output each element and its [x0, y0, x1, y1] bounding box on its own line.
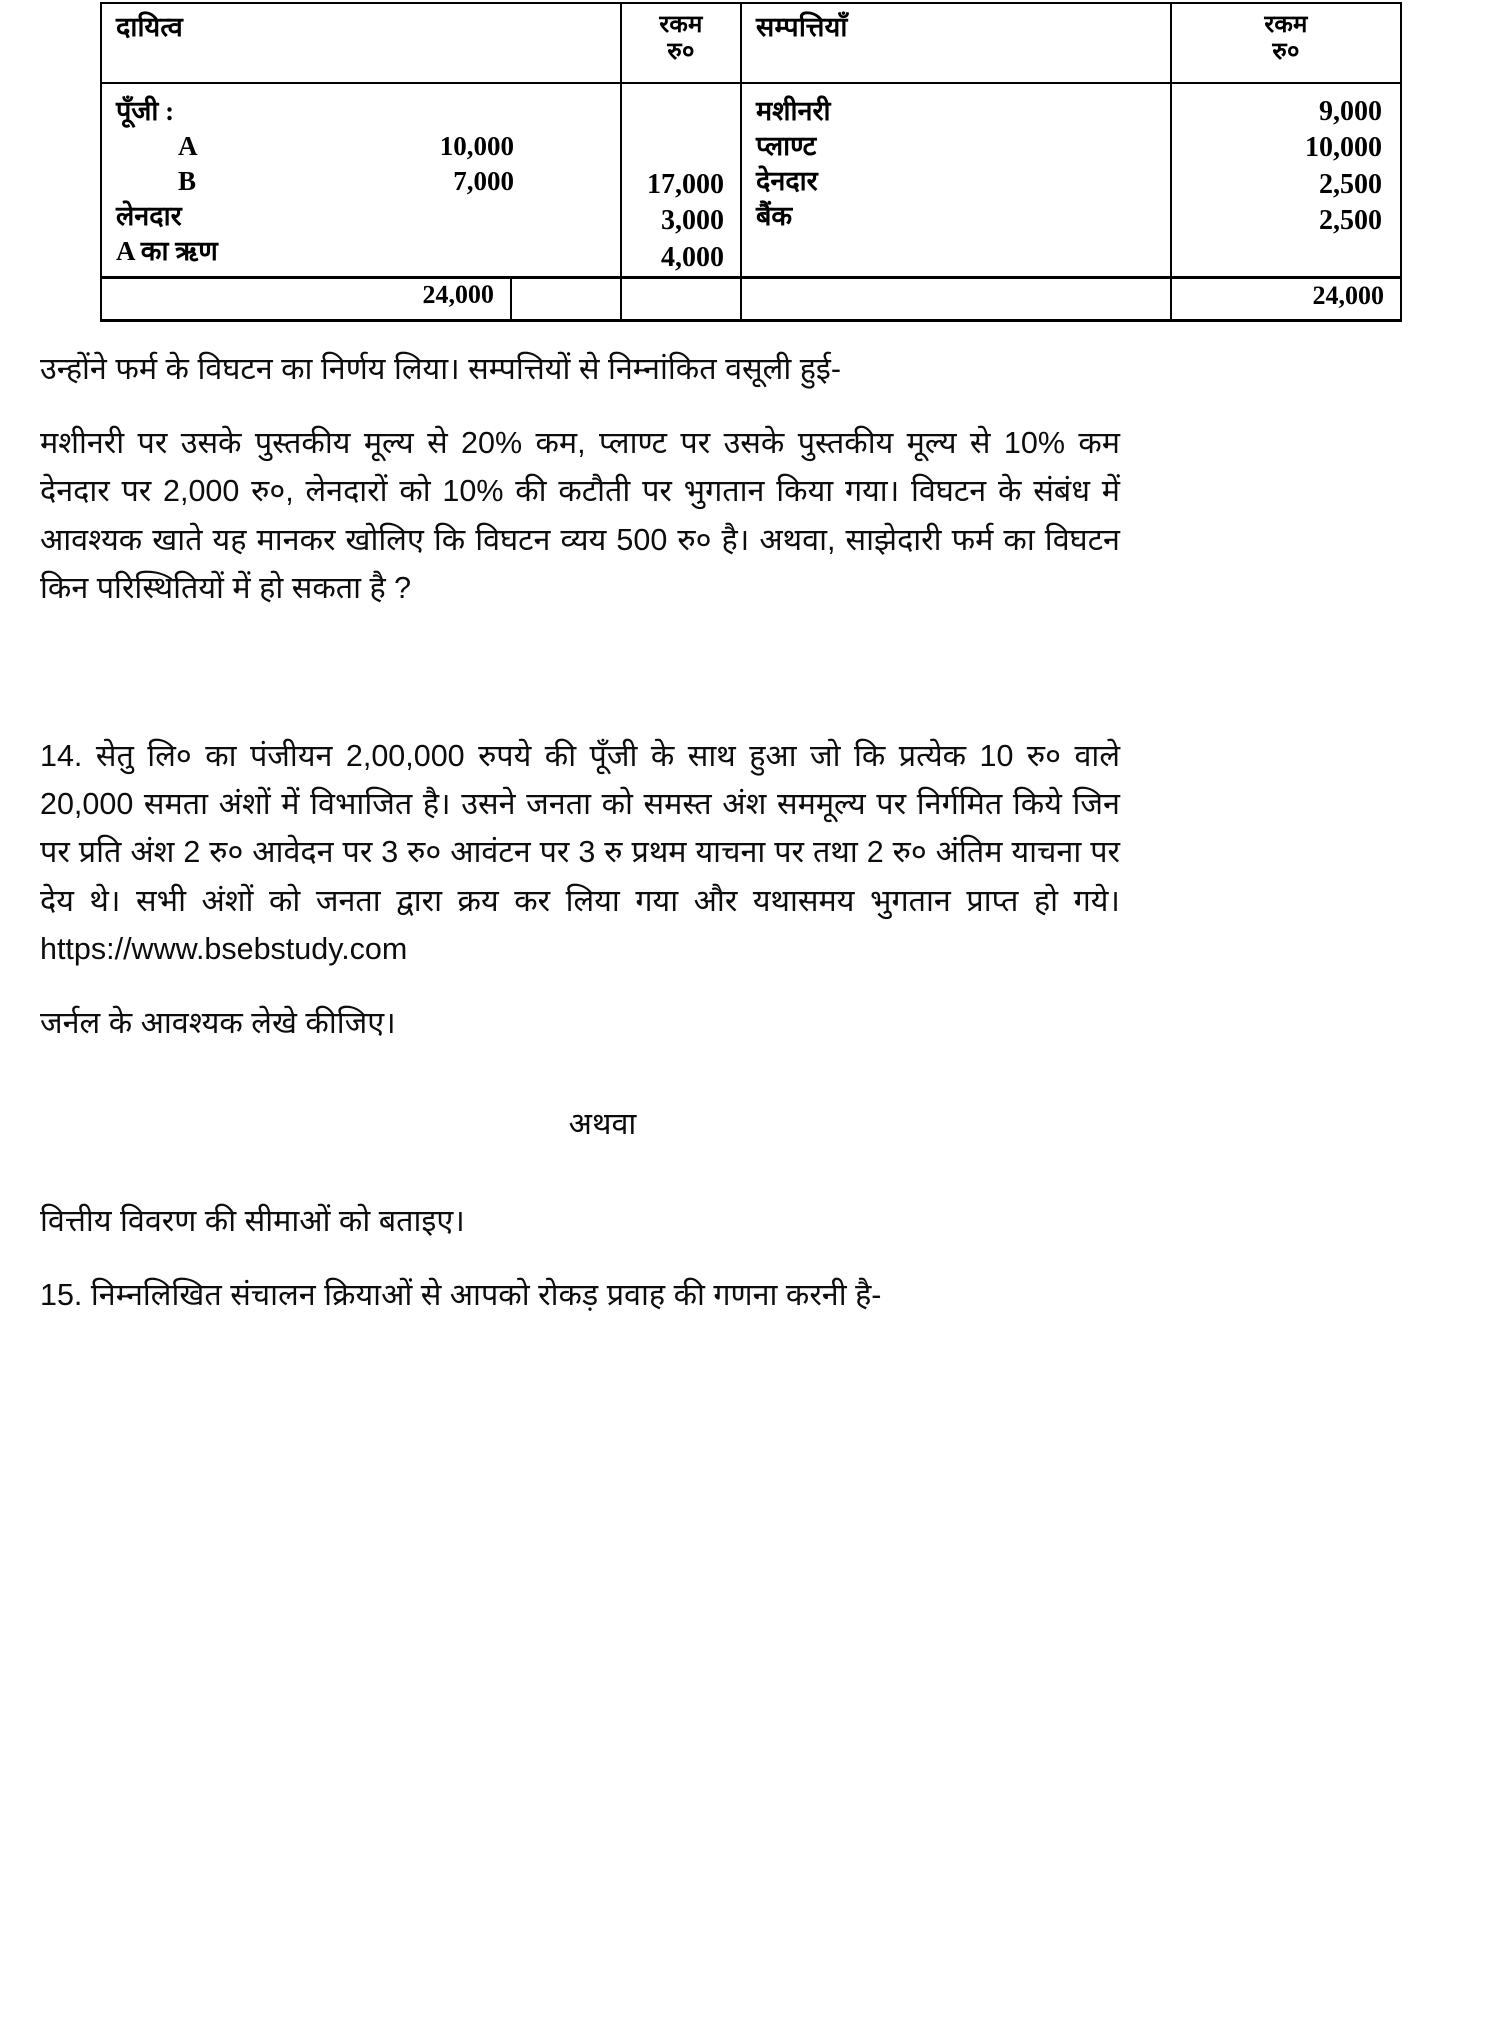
- liability-label-a-loan: A का ऋण: [116, 236, 218, 267]
- liabilities-amount-cell: [621, 83, 741, 277]
- total-assets-value: 24,000: [1312, 280, 1385, 310]
- question-14-alternative: वित्तीय विवरण की सीमाओं को बताइए।: [40, 1204, 465, 1239]
- spacer-6: [40, 1245, 1465, 1271]
- capital-label: पूँजी :: [116, 96, 175, 126]
- asset-label-machinery: मशीनरी: [756, 96, 831, 126]
- asset-amount-machinery: 9,000: [1319, 96, 1383, 127]
- balance-sheet-container: [100, 2, 1400, 310]
- recovery-paragraph: मशीनरी पर उसके पुस्तकीय मूल्य से 20% कम, प्लाण्ट पर उसके पुस्तकीय मूल्य से 10% कम देनदार पर 2,000 रु०, लेनदारों को 10% की कटौती पर भुगतान किया गया। विघटन के संबंध में आवश्यक खाते यह मानकर खोलिए कि विघटन व्यय 500 रु० है। अथवा, साझेदारी फर्म का विघटन किन परिस्थितियों में हो सकता है ?: [40, 426, 1120, 605]
- asset-label-plant: प्लाण्ट: [756, 131, 817, 162]
- asset-label-debtors: देनदार: [756, 166, 818, 197]
- total-assets-label-cell: [741, 276, 1171, 321]
- total-liabilities-label-cell: [101, 276, 511, 322]
- assets-items-cell: [741, 83, 1171, 277]
- intro-paragraph: उन्होंने फर्म के विघटन का निर्णय लिया। सम्पत्तियों से निम्नांकित वसूली हुई-: [40, 352, 842, 386]
- spacer-1: [40, 393, 1465, 419]
- header-amount-label-right: रकम: [1264, 12, 1308, 38]
- question-15-paragraph: 15. निम्नलिखित संचालन क्रियाओं से आपको रोकड़ प्रवाह की गणना करनी है-: [40, 1278, 882, 1313]
- header-liabilities-amount-cell: [621, 3, 741, 83]
- partner-row-a: [116, 129, 606, 164]
- question-14-paragraph: 14. सेतु लि० का पंजीयन 2,00,000 रुपये की पूँजी के साथ हुआ जो कि प्रत्येक 10 रु० वाले 20,000 समता अंशों में विभाजित है। उसने जनता को समस्त अंश सममूल्य पर निर्गमित किये जिन पर प्रति अंश 2 रु० आवेदन पर 3 रु० आवंटन पर 3 रु प्रथम याचना पर तथा 2 रु० अंतिम याचना पर देय थे। सभी अंशों को जनता द्वारा क्रय कर लिया गया और यथासमय भुगतान प्राप्त हो गये। https://www.bsebstudy.com: [40, 738, 1120, 966]
- spacer-3: [40, 973, 1465, 999]
- header-assets-amount-cell: [1171, 3, 1401, 83]
- header-rupee-label-right: रु०: [1272, 38, 1300, 65]
- assets-amount-cell: [1171, 83, 1401, 277]
- alternative-label: अथवा: [568, 1107, 637, 1142]
- header-assets-cell: [741, 3, 1171, 83]
- spacer-4: [40, 1047, 1465, 1101]
- header-rupee-label-left: रु०: [667, 38, 695, 65]
- liability-label-creditors: लेनदार: [116, 201, 182, 232]
- total-liabilities-amount-cell: [621, 277, 741, 320]
- total-liabilities-spacer-cell: [511, 277, 621, 320]
- partner-a-name: A: [178, 131, 198, 162]
- liability-amount-spacer-1: [636, 94, 724, 130]
- header-assets-label: सम्पत्तियाँ: [756, 12, 848, 42]
- header-liabilities-cell: [101, 3, 621, 83]
- spacer-5: [40, 1143, 1465, 1197]
- total-assets-amount-cell: [1171, 277, 1401, 320]
- asset-label-bank: बैंक: [756, 201, 793, 232]
- partner-b-name: B: [178, 166, 197, 197]
- partner-b-value: 7,000: [453, 166, 515, 197]
- liability-amount-creditors: 3,000: [661, 205, 725, 237]
- partner-row-b: [116, 164, 606, 199]
- table-header-row: [101, 3, 1401, 83]
- table-body-row: [101, 83, 1401, 277]
- liability-amount-spacer-2: [636, 130, 724, 166]
- question-14-instruction: जर्नल के आवश्यक लेखे कीजिए।: [40, 1005, 396, 1040]
- partner-a-value: 10,000: [439, 131, 515, 162]
- liability-amount-a-loan: 4,000: [661, 241, 725, 273]
- asset-amount-bank: 2,500: [1319, 205, 1383, 237]
- liabilities-items-cell: [101, 83, 621, 277]
- asset-amount-debtors: 2,500: [1319, 168, 1383, 200]
- liability-amount-capital-total: 17,000: [647, 168, 725, 200]
- balance-sheet-table: [100, 2, 1402, 322]
- table-total-row: [101, 277, 1401, 320]
- asset-amount-plant: 10,000: [1305, 132, 1383, 164]
- spacer-2: [40, 612, 1465, 732]
- document-body: [40, 345, 1465, 1319]
- header-liabilities-label: दायित्व: [116, 12, 183, 42]
- header-amount-label-left: रकम: [659, 12, 703, 38]
- total-liabilities-value: 24,000: [422, 279, 495, 310]
